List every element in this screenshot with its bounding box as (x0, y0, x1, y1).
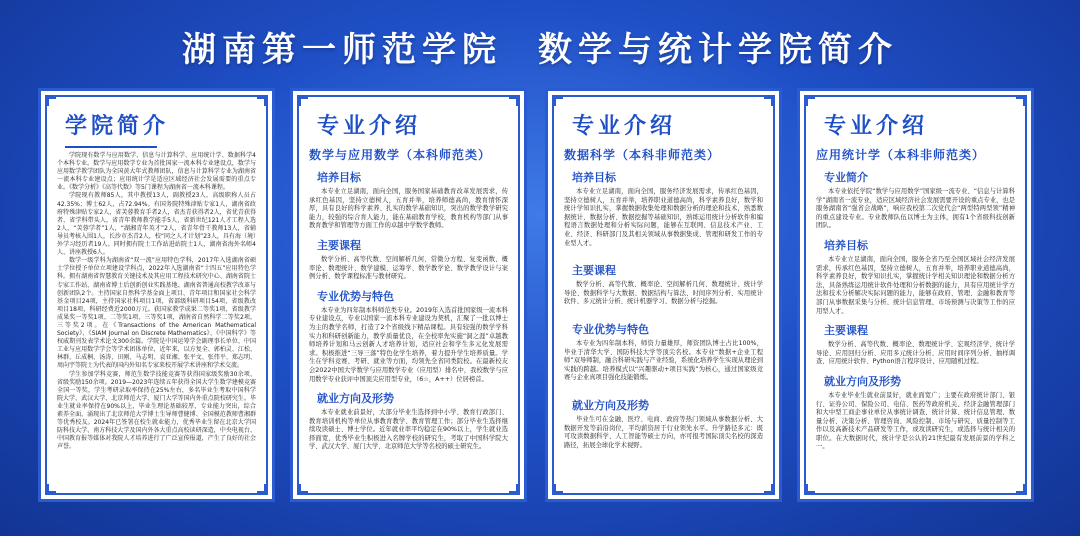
corner-decoration (509, 96, 519, 106)
college-intro-heading: 学院简介 (65, 113, 170, 139)
corner-decoration (805, 96, 815, 106)
program-data-heading: 专业介绍 (572, 113, 677, 139)
program-math-heading: 专业介绍 (317, 113, 422, 139)
corner-decoration (509, 484, 519, 494)
banner-title-college: 数学与统计学院简介 (538, 30, 898, 70)
program-math-title: 数学与应用数学（本科师范类） (309, 148, 492, 162)
program-data-title: 数据科学（本科非师范类） (564, 148, 721, 162)
section-text: 本专业就业前景好，大部分毕业生选择到中小学、教育行政部门、教育培训机构等单位从事教育教学、教育管理工作；部分毕业生选择继续攻读硕士、博士学位。近年就业率平均稳定在90%以上，学生就业选择面宽，优秀毕业生积极进入名牌学校的研究生，考取了中国科学院大学、武汉大学、厦门大学、北京师范大学等名校的硕士研究生。 (309, 409, 508, 451)
program-stats-heading: 专业介绍 (824, 113, 929, 139)
panel-program-data-science (545, 88, 782, 502)
section-text: 本专业立足湖南，面向全国，服务国家基础教育改革发展需求，传承红色基因，坚持立德树人，五育并举，培养师德高尚，教育情怀深厚，具有良好的科学素养、扎实的数学基础知识，突出的数学教学研究能力，较强的综合育人能力，能在基础教育学校，教育机构等部门从事教育教学和管理等方面工作的卓越中学数学教师。 (309, 188, 508, 230)
section-title: 培养目标 (824, 238, 868, 252)
corner-decoration (257, 484, 267, 494)
corner-decoration (1016, 484, 1026, 494)
section-text: 数学分析、高等代数、空间解析几何、常微分方程、复变函数、概率论、数理统计、数学建模、运筹学、数学教学论、数学教学设计与案例分析、数学课程标准与教材研究。 (309, 255, 508, 281)
corner-decoration (298, 484, 308, 494)
section-text: 数学分析、高等代数、概率论、数理统计学、宏观经济学、统计学导论、应用回归分析、应用多元统计分析、应用时间序列分析、抽样调查、应用统计软件、Python语言程序设计、应用随机过程。 (816, 341, 1015, 366)
panel-program-math (290, 88, 527, 502)
section-text: 本专业立足湖南，面向全国，服务全省乃至全国区域社会经济发展需求，传承红色基因，坚持立德树人，五育并举，培养职业道德高尚，科学素养良好，数学知识扎实，掌握统计学相关知识理论和数据分析方法，具备熟练运用统计软件处理和分析数据的能力，具有应用统计学方法和技术分析解决实际问题的能力，能够在政府、管理、金融和教育等部门从事数据采集与分析、统计信息管理、市场预测与决策等工作的应用型人才。 (816, 255, 1015, 315)
corner-decoration (1016, 96, 1026, 106)
panel-college-intro-inner (45, 95, 268, 495)
section-title: 就业方向及形势 (572, 398, 649, 412)
section-title: 主要课程 (572, 264, 616, 278)
section-text: 数学分析、高等代数、概率论、空间解析几何、数理统计、统计学导论、数据科学与大数据、数据结构与算法、时间序列分析、实用统计软件、多元统计分析、统计机器学习、数据分析与挖掘。 (564, 281, 763, 306)
college-intro-paragraph: 学生参加学科竞赛，师范生数学技能竞赛等获得国家级奖励30余项、省级奖励150余项。2019—2023年连续五年获得全国大学生数学建模竞赛全国一等奖，学生考研录取率保持在25%左右，多名毕业生考取中国科学院大学、武汉大学、北京师范大学、厦门大学等国内外重点院校研究生。毕业生就业率保持在90%以上，毕业生理论基础较厚，专业能力突出，综合素养全面，涌现出了北京师范大学博士生导师曹健博、全国模范教师曹湘群等优秀校友。2024年已签署在校生就业能力，优秀毕业生留在北京大学国防科技大学、南方科技大学及国内外各大重点高校读研深造，中央电视台、中国教育报等媒体对我院人才培养进行了广泛宣传报道，产生了良好的社会声誉。 (57, 370, 256, 451)
banner-title (0, 22, 1080, 71)
section-title: 就业方向及形势 (317, 392, 394, 406)
corner-decoration (805, 484, 815, 494)
section-title: 主要课程 (317, 238, 361, 252)
corner-decoration (298, 96, 308, 106)
section-title: 培养目标 (317, 171, 361, 184)
section-title: 专业优势与特色 (572, 322, 649, 336)
banner-title-university: 湖南第一师范学院 (182, 30, 502, 70)
section-title: 专业简介 (824, 171, 868, 184)
corner-decoration (553, 96, 563, 106)
section-title: 培养目标 (572, 171, 616, 184)
section-title: 主要课程 (824, 324, 868, 338)
section-title: 专业优势与特色 (317, 289, 394, 303)
section-text: 毕业生可在金融、医疗、电商、政府等热门领域从事数据分析、大数据开发等前沿岗位，平均薪资居于行业领先水平。升学路径多元：既可攻读数据科学、人工智能等硕士方向，亦可报考国际顶尖名校的深造路径，拓展全球化学术视野。 (564, 415, 763, 449)
section-text: 本专业毕业生就业前景好，就业面宽广；主要在政府统计部门、银行、证券公司、保险公司、电信、医药等政府机关、经济金融管理部门和大中型工商企事业单位从事统计调查、统计计算、统计信息管理、数量分析、决策分析、管理咨询、风险控制、市场与研究、质量控制等工作以及高新技术产品研发等工作，或攻读研究生，或选择与统计相关的职位。在大数据时代，统计学是公认的21世纪最有发展前景的学科之一。 (816, 391, 1015, 451)
corner-decoration (764, 96, 774, 106)
college-intro-paragraph: 学院现有教师85人，其中教授13人，副教授23人，高级职称人员占42.35%；博士62人，占72.94%。有国务院特殊津贴专家1人，湖南省政府特殊津贴专家2人，省芙蓉教育手者2人，省杰青获得者2人，省优青获得者，省学科带头人，省青年教师教学能手5人，省新世纪121人才工程人选2人，“芙蓉学者”1人，“湖湘青年英才”2人，省青年骨干教师13人，省辅导员考核入围1人，长沙市杰青2人，校“同之人才计划”23人，具有海（境）外学习经历者19人。同时拥有院士工作站进站院士1人，湖南省海外名师4人、讲座教授6人。 (57, 192, 256, 257)
section-text: 本专业为四年制本科，师资力量雄厚，师资团队博士占比100%，毕业于清华大学、国防科技大学等顶尖名校。本专业“数据+企业工程师”双导师制，融合科研实践与产业经验，系统化培养学生实现从理论到实践的跨越。培养模式以“兴趣驱动+项目实践”为核心，通过国家级竞赛与企业真项目强化技能锻炼。 (564, 339, 763, 382)
section-text: 本专业为四年制本科师范类专业。2019年入选首批国家级一流本科专业建设点，专业以国家一流本科专业建设为契机，汇聚了一批以博士为主的教学名师，打造了2个省级线下精品课程。具有较强的数学学科实力和科研创新能力，教学质量优良，在全校率先实施“洞之涯”卓越教师培养计划和马云创新人才培养计划，适应社会和学生多元化发展需求。积极推进“三导三落”特色化学生培养，着力提升学生培养质量。学生在学科竞赛、考研、就业等方面，均领先全省同类院校。在最新校友会2022中国大学数学与应用数学专业（应用型）排名中，我校数学与应用数学专业获评中国顶尖应用型专业，（6☆，A++）位居榜首。 (309, 306, 508, 383)
corner-decoration (553, 484, 563, 494)
heading-underline (65, 146, 157, 148)
panel-college-intro (38, 88, 275, 502)
section-text: 本专业立足湖南，面向全国，服务经济发展需求，传承红色基因，坚持立德树人，五育并举，培养职业道德高尚，科学素养良好，数学和统计学知识扎实，掌握数据收集处理和数据分析的理论和技术，熟悉数据统计、数据分析、数据挖掘等基础知识，熟练运用统计分析软件和编程语言数据处理和分析实际问题，能够在互联网、信息技术产业、工业、经济、科研部门及其相关领域从事数据集成、管理和研发工作的专业型人才。 (564, 188, 763, 247)
panel-program-data-science-inner (552, 95, 775, 495)
corner-decoration (46, 484, 56, 494)
corner-decoration (46, 96, 56, 106)
program-stats-title: 应用统计学（本科非师范类） (816, 148, 986, 162)
section-text: 本专业依托学院“数学与应用数学”国家级一流专业、“信息与计算科学”湖南省一流专业，适应区域经济社会发展需要开设的重点专业，也是服务湖南省“强省会战略”，响应我校第二次党代会“两型特两型领”精神的重点建设专业。专业教师队伍以博士为主体，拥有1个省级科技创新团队。 (816, 188, 1015, 230)
college-intro-paragraph: 数学一级学科为湖南省“双一流”应用特色学科，2017年入选湖南省硕士学位授予单位立项建设学科点，2022年入选湖南省“十四五”应用特色学科。拥有湖南省智慧教育关键技术及其应用工程技术研究中心、湖南省院士专家工作站、湖南省博士后创新创业实践基地、湖南省普通高校教学改革与创新团队2个。主持国家自然科学基金面上项目、青年项目和国家社会科学基金项目24项，主持国家社科项目1项，省部级科研项目54项，省级教改项目18项，科研经费近2000万元。获国家教学成果二等奖1项，省级教学成果奖一等奖1项、二等奖1项、三等奖1项，湖南省自然科学二等奖2项，三等奖2项。在《Transactions of the American Mathematical Society》、《SIAM Journal on Discrete Mathematics》、《中国科学》等权威期刊发表学术论文300余篇。学院是中国运筹学会副理事长单位、中国工业与应用数学学会等学术团体单位，近年来，以方复全、郭柏灵、江松、林群、丘成桐、汤涛、田刚、马志明、袁亚湘、张平文、张伟平、郑志明、周向宇等院士为代表的国内外知名专家来校开展学术讲座和学术交流。 (57, 257, 256, 370)
college-intro-paragraph: 学院现有数学与应用数学、信息与计算科学、应用统计学、数据科学4个本科专业。数学与应用数学专业为首批国家一流本科专业建设点，数学与应用数学教学团队为全国黄大年式教师团队，信息与计算科学专业为湖南省一流本科专业建设点；应用统计学是适应区域经济社会发展需要的重点专业。《数学分析》《高等代数》等5门课程为湖南省一流本科课程。 (57, 152, 256, 192)
panel-program-statistics (797, 88, 1034, 502)
panel-program-statistics-inner (804, 95, 1027, 495)
corner-decoration (257, 96, 267, 106)
panel-program-math-inner (297, 95, 520, 495)
corner-decoration (764, 484, 774, 494)
section-title: 就业方向及形势 (824, 374, 901, 388)
